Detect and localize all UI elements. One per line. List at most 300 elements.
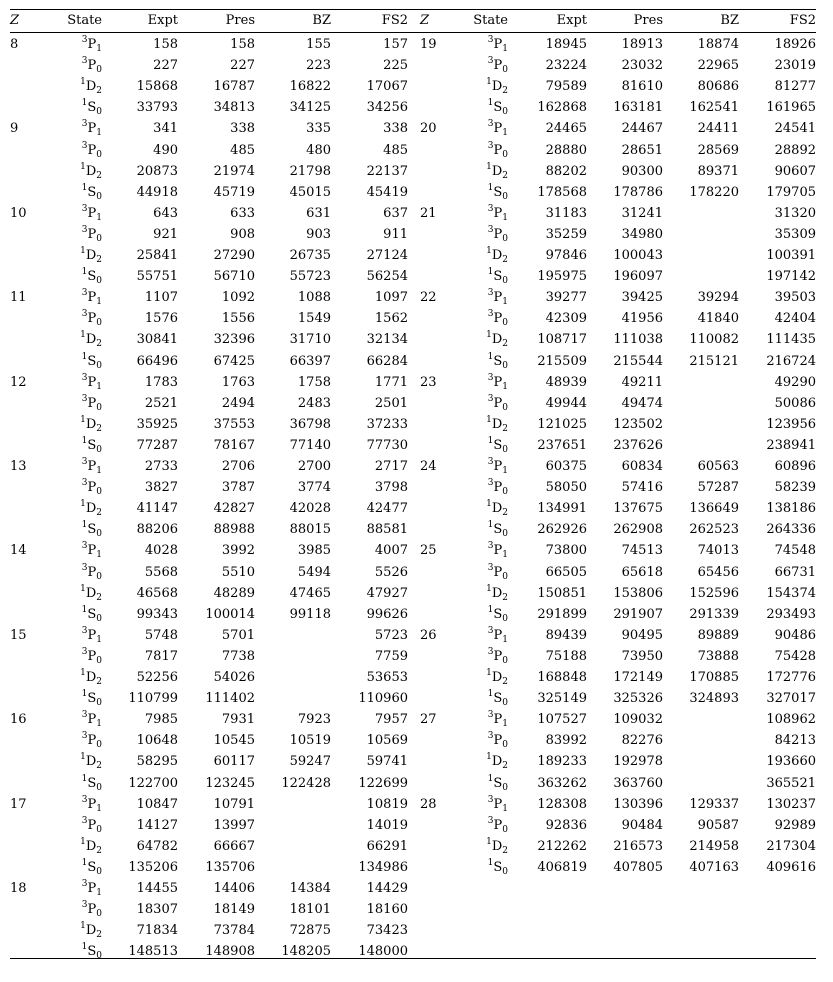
fs2-value-right: 24541 [774,121,816,137]
state-multiplicity: 1 [487,857,494,868]
state-multiplicity: 1 [486,161,492,172]
table-row [10,878,816,899]
fs2-value-right: 365521 [766,775,816,791]
state-label-right [488,203,508,224]
fs2-value-left: 122699 [358,775,408,791]
state-label-right [488,646,508,667]
bz-value-right: 60563 [697,459,739,474]
state-j: 0 [96,107,102,118]
state-term: D [85,754,97,770]
state-term: D [85,923,97,939]
fs2-value-right: 58239 [774,480,816,496]
expt-value-left: 10847 [136,796,178,812]
expt-value-right: 60375 [545,459,587,474]
pres-value-left: 100014 [205,606,255,622]
state-term: P [493,459,503,474]
state-label-left [82,34,102,55]
bz-value-right: 214958 [689,838,739,854]
state-label-right [488,140,508,161]
fs2-value-left: 10819 [366,796,408,812]
expt-value-left: 2733 [144,459,178,474]
table-row [10,540,816,561]
expt-value-right: 178568 [537,184,587,200]
state-j: 1 [96,634,102,645]
state-multiplicity: 1 [487,435,494,446]
pres-value-left: 14406 [213,881,255,896]
state-label-right [486,245,508,266]
state-term: P [87,712,97,728]
pres-value-left: 7738 [221,648,255,664]
table-row [10,372,816,393]
state-j: 0 [502,233,508,244]
table-row [10,773,816,794]
state-j: 0 [502,487,508,498]
bz-value-left: 631 [306,205,331,221]
table-row [10,562,816,583]
state-j: 0 [96,487,102,498]
state-term: P [87,796,97,812]
state-term: D [491,585,503,601]
fs2-value-left: 22137 [366,163,408,179]
pres-value-right: 407805 [613,859,663,875]
state-multiplicity: 1 [80,583,86,594]
state-multiplicity: 3 [81,731,88,742]
state-label-right [486,751,508,772]
pres-value-left: 1556 [221,311,255,327]
header-expt-left: Expt [147,13,178,28]
state-multiplicity: 3 [487,288,494,299]
expt-value-right: 291899 [537,606,587,622]
state-multiplicity: 1 [81,182,88,193]
state-label-right [486,583,508,604]
fs2-value-left: 53653 [366,670,408,685]
state-multiplicity: 3 [487,562,494,573]
z-value-right: 28 [420,796,437,812]
table-row [10,182,816,203]
pres-value-right: 24467 [621,121,663,137]
state-label-left [80,329,102,350]
pres-value-right: 90300 [621,163,663,179]
state-term: P [87,627,97,643]
pres-value-right: 192978 [613,754,663,770]
state-label-left [82,625,102,646]
state-term: S [493,606,503,622]
state-multiplicity: 1 [486,583,492,594]
expt-value-left: 1576 [144,311,178,327]
expt-value-left: 4028 [144,543,178,559]
fs2-value-left: 34256 [366,100,408,116]
state-label-right [488,688,508,709]
pres-value-right: 100043 [613,248,663,263]
table-row [10,794,816,815]
expt-value-left: 30841 [136,332,178,348]
table-row [10,815,816,836]
state-multiplicity: 1 [81,689,88,700]
state-label-left [82,118,102,139]
state-multiplicity: 3 [81,203,88,214]
expt-value-right: 162868 [537,100,587,116]
state-term: S [87,437,97,453]
fs2-value-right: 49290 [774,374,816,390]
state-term: P [493,648,503,664]
header-row [10,10,816,31]
fs2-value-right: 23019 [774,58,816,74]
state-multiplicity: 3 [487,35,494,45]
state-j: 2 [96,339,102,350]
pres-value-left: 227 [230,58,255,74]
state-j: 2 [96,845,102,856]
state-term: D [491,670,503,685]
z-value-left: 9 [10,121,19,137]
expt-value-left: 110799 [128,691,178,707]
bz-value-left: 45015 [289,184,331,200]
pres-value-left: 18149 [213,902,255,918]
fs2-value-right: 39503 [774,290,816,306]
fs2-value-right: 74548 [774,543,816,559]
state-j: 0 [96,402,102,413]
bz-value-left: 66397 [289,353,331,369]
fs2-value-right: 66731 [774,564,816,580]
expt-value-left: 41147 [136,501,178,517]
pres-value-left: 48289 [213,585,255,601]
fs2-value-left: 27124 [366,248,408,263]
fs2-value-left: 485 [383,142,408,158]
expt-value-right: 92836 [545,817,587,833]
table-row [10,899,816,920]
state-term: P [87,395,97,411]
fs2-value-left: 73423 [366,923,408,939]
bz-value-left: 14384 [289,881,331,896]
state-label-left [82,815,102,836]
header-bz-left: BZ [312,13,331,28]
bz-value-left: 155 [306,37,331,52]
expt-value-right: 79589 [545,79,587,95]
fs2-value-left: 148000 [358,944,408,960]
state-term: P [87,37,97,52]
table-row [10,76,816,97]
state-j: 0 [502,613,508,624]
expt-value-left: 46568 [136,585,178,601]
state-label-left [82,604,102,625]
state-multiplicity: 1 [81,267,88,278]
state-j: 1 [502,466,508,476]
fs2-value-right: 31320 [774,205,816,221]
table-row [10,351,816,372]
state-term: P [493,226,503,242]
state-label-right [488,773,508,794]
bz-value-left: 1088 [297,290,331,306]
bz-value-right: 291339 [689,606,739,622]
pres-value-left: 10791 [213,796,255,812]
state-term: D [85,501,97,517]
state-term: S [493,269,503,285]
state-j: 2 [502,761,508,772]
expt-value-left: 10648 [136,733,178,749]
fs2-value-left: 5723 [374,627,408,643]
state-term: D [491,163,503,179]
fs2-value-right: 100391 [766,248,816,263]
state-j: 0 [502,571,508,582]
pres-value-left: 2494 [221,395,255,411]
bz-value-right: 39294 [697,290,739,306]
state-multiplicity: 3 [81,288,88,299]
state-term: P [493,733,503,749]
expt-value-right: 128308 [537,796,587,812]
state-label-right [488,351,508,372]
state-j: 0 [502,866,508,877]
z-value-left: 17 [10,796,27,812]
state-label-right [488,182,508,203]
state-term: S [493,184,503,200]
fs2-value-left: 17067 [366,79,408,95]
header-z-left: Z [10,13,20,28]
state-label-right [488,709,508,730]
z-value-right: 24 [420,459,437,474]
state-term: P [87,58,97,74]
state-term: P [493,142,503,158]
expt-value-right: 121025 [537,416,587,432]
state-label-left [82,477,102,498]
state-label-left [82,308,102,329]
pres-value-right: 196097 [613,269,663,285]
fs2-value-right: 197142 [766,269,816,285]
state-multiplicity: 3 [81,562,88,573]
state-multiplicity: 1 [80,921,86,932]
state-j: 0 [96,613,102,624]
state-label-left [80,76,102,97]
state-label-right [488,55,508,76]
pres-value-right: 74513 [621,543,663,559]
fs2-value-left: 42477 [366,501,408,517]
state-j: 0 [96,782,102,793]
state-j: 2 [502,170,508,181]
table-row [10,308,816,329]
state-term: P [87,374,97,390]
fs2-value-left: 14019 [366,817,408,833]
bz-value-left: 122428 [281,775,331,791]
state-multiplicity: 3 [487,457,494,467]
state-term: P [493,205,503,221]
expt-value-right: 97846 [545,248,587,263]
expt-value-left: 77287 [136,437,178,453]
state-multiplicity: 1 [81,435,88,446]
expt-value-left: 921 [153,226,178,242]
pres-value-right: 39425 [621,290,663,306]
expt-value-right: 58050 [545,480,587,496]
expt-value-right: 24465 [545,121,587,137]
expt-value-right: 108717 [537,332,587,348]
bz-value-left: 10519 [289,733,331,749]
table-row [10,203,816,224]
bz-value-right: 22965 [697,58,739,74]
z-value-right: 25 [420,543,437,559]
expt-value-left: 1783 [144,374,178,390]
expt-value-left: 5748 [144,627,178,643]
fs2-value-right: 18926 [774,37,816,52]
state-j: 2 [502,255,508,265]
expt-value-right: 39277 [545,290,587,306]
bz-value-left: 77140 [289,437,331,453]
expt-value-right: 363262 [537,775,587,791]
state-j: 0 [502,149,508,160]
state-j: 0 [502,824,508,835]
state-j: 0 [96,529,102,540]
state-label-left [82,562,102,583]
fs2-value-right: 84213 [774,733,816,749]
expt-value-right: 83992 [545,733,587,749]
state-j: 1 [96,888,102,898]
state-term: P [493,564,503,580]
z-value-left: 15 [10,627,27,643]
state-multiplicity: 3 [81,900,88,911]
expt-value-right: 325149 [537,691,587,707]
pres-value-left: 908 [230,226,255,242]
state-label-left [80,920,102,941]
bz-value-left: 21798 [289,163,331,179]
state-term: D [491,248,503,263]
expt-value-right: 168848 [537,670,587,685]
fs2-value-right: 293493 [766,606,816,622]
state-term: P [493,712,503,728]
bz-value-right: 90587 [697,817,739,833]
fs2-value-right: 35309 [774,226,816,242]
state-term: P [493,121,503,137]
fs2-value-left: 1097 [374,290,408,306]
expt-value-left: 643 [153,205,178,221]
state-j: 1 [502,634,508,645]
table-row [10,688,816,709]
bz-value-right: 28569 [697,142,739,158]
pres-value-left: 135706 [205,859,255,875]
expt-value-left: 135206 [128,859,178,875]
expt-value-left: 88206 [136,522,178,538]
state-j: 0 [502,107,508,118]
fs2-value-left: 911 [383,226,408,242]
state-label-left [80,414,102,435]
state-label-left [82,794,102,815]
state-label-left [82,878,102,899]
fs2-value-right: 161965 [766,100,816,116]
expt-value-right: 215509 [537,353,587,369]
state-term: P [493,311,503,327]
state-multiplicity: 1 [486,414,492,425]
state-j: 2 [502,677,508,687]
table-row [10,140,816,161]
bz-value-right: 65456 [697,564,739,580]
state-multiplicity: 1 [487,98,494,109]
state-multiplicity: 1 [80,836,86,847]
z-value-left: 12 [10,374,27,390]
state-label-left [82,730,102,751]
pres-value-right: 172149 [613,670,663,685]
z-value-left: 18 [10,881,27,896]
state-label-left [82,351,102,372]
state-term: S [87,100,97,116]
state-multiplicity: 1 [80,414,86,425]
pres-value-right: 215544 [613,353,663,369]
pres-value-left: 21974 [213,163,255,179]
state-multiplicity: 3 [487,794,494,805]
header-state-right: State [473,13,508,28]
state-label-right [488,393,508,414]
table-row [10,118,816,139]
bz-value-right: 178220 [689,184,739,200]
state-multiplicity: 3 [487,56,494,67]
state-multiplicity: 1 [81,773,88,784]
state-multiplicity: 1 [80,330,86,341]
state-multiplicity: 3 [487,140,494,151]
pres-value-left: 10545 [213,733,255,749]
pres-value-right: 178786 [613,184,663,200]
bz-value-right: 407163 [689,859,739,875]
bz-value-left: 480 [306,142,331,158]
pres-value-right: 123502 [613,416,663,432]
table-row [10,55,816,76]
state-term: S [87,775,97,791]
state-label-right [488,372,508,393]
state-term: S [493,522,503,538]
state-j: 0 [502,529,508,540]
expt-value-right: 406819 [537,859,587,875]
state-label-left [82,941,102,962]
table-row [10,857,816,878]
pres-value-left: 27290 [213,248,255,263]
pres-value-left: 78167 [213,437,255,453]
expt-value-left: 1107 [144,290,178,306]
state-term: D [491,332,503,348]
bz-value-left: 88015 [289,522,331,538]
header-pres-left: Pres [225,13,255,28]
pres-value-right: 60834 [621,459,663,474]
pres-value-left: 5510 [221,564,255,580]
state-label-right [488,456,508,477]
bz-value-left: 3774 [297,480,331,496]
state-multiplicity: 3 [81,879,88,889]
pres-value-left: 2706 [221,459,255,474]
table-row [10,245,816,266]
state-multiplicity: 3 [81,625,88,636]
state-term: P [87,881,97,896]
pres-value-left: 148908 [205,944,255,960]
z-value-right: 26 [420,627,437,643]
bottom-rule [10,958,816,959]
state-label-left [80,161,102,182]
fs2-value-right: 264336 [766,522,816,538]
state-multiplicity: 3 [487,815,494,826]
state-term: D [85,838,97,854]
pres-value-left: 111402 [205,691,255,707]
expt-value-left: 14127 [136,817,178,833]
table-row [10,97,816,118]
state-multiplicity: 3 [487,541,494,552]
state-multiplicity: 3 [487,625,494,636]
header-fs2-right: FS2 [789,13,816,28]
pres-value-right: 23032 [621,58,663,74]
state-term: D [85,416,97,432]
fs2-value-right: 90486 [774,627,816,643]
expt-value-left: 64782 [136,838,178,854]
state-label-right [486,667,508,688]
state-multiplicity: 1 [81,942,88,953]
z-value-left: 14 [10,543,27,559]
pres-value-right: 81610 [621,79,663,95]
state-j: 1 [96,297,102,308]
state-multiplicity: 1 [486,499,492,510]
pres-value-right: 130396 [613,796,663,812]
state-j: 0 [96,824,102,835]
bz-value-left: 903 [306,226,331,242]
bz-value-right: 73888 [697,648,739,664]
